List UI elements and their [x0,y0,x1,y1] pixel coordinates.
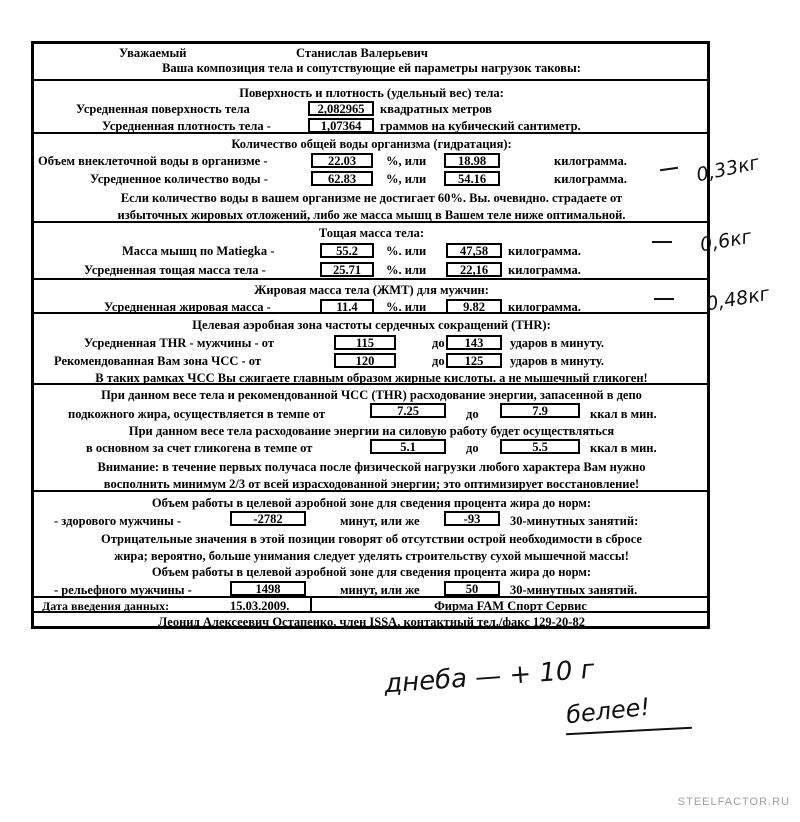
handwritten-note-line-1: днеба — + 10 г [383,654,596,700]
healthy-sessions: -93 [444,511,500,526]
fat-kg: 9.82 [446,299,502,314]
total-water-unit: килограмма. [554,172,627,186]
lean-or: %. или [386,263,427,277]
section-energy [34,383,707,491]
area-unit: квадратных метров [380,102,492,116]
greeting: Уважаемый [119,46,187,60]
fat-unit: килограмма. [508,300,581,314]
section-lean [34,221,707,277]
body-composition-form [31,41,710,629]
extracell-or: %, или [386,154,427,168]
fat-title: Жировая масса тела (ЖМТ) для мужчин: [254,283,489,297]
lean-kg: 22,16 [446,262,502,277]
lean-pct: 25.71 [320,262,374,277]
watermark: STEELFACTOR.RU [677,796,790,808]
thr-avg-to: 143 [446,335,502,350]
work-title-1: Объем работы в целевой аэробной зоне для сведения процента жира до норм: [151,496,592,510]
fat-or: %. или [386,300,427,314]
fat-burn-from: 7.25 [370,403,446,418]
thr-avg-from: 115 [334,335,396,350]
muscle-or: %. или [386,244,427,258]
handwritten-water-kg: 0,33кг [694,151,762,187]
negative-note-1: Отрицательные значения в этой позиции говорят об отсутствии острой необходимости в сбросе [101,532,642,546]
thr-rec-from: 120 [334,353,396,368]
fat-burn-to-word: до [466,407,479,421]
glycogen-from: 5.1 [370,439,446,454]
extracell-label: Объем внеклеточной воды в организме - [38,154,268,168]
section-thr [34,312,707,385]
energy-line-4: в основном за счет гликогена в темпе от [86,441,313,455]
extracell-unit: килограмма. [554,154,627,168]
energy-line-2: подкожного жира, осуществляется в темпе от [68,407,326,421]
density-value: 1,07364 [308,118,374,133]
date-label: Дата введения данных: [42,599,170,613]
margin-dash-2 [652,241,672,243]
intro-text: Ваша композиция тела и сопутствующие ей параметры нагрузок таковы: [162,61,581,75]
density-label: Усредненная плотность тела - [102,119,271,133]
muscle-kg: 47,58 [446,243,502,258]
surface-title: Поверхность и плотность (удельный вес) тела: [239,86,504,100]
relief-sessions: 50 [444,581,500,596]
section-water [34,132,707,222]
area-value: 2,082965 [308,101,374,116]
lean-title: Тощая масса тела: [318,226,425,240]
lean-unit: килограмма. [508,263,581,277]
density-unit: граммов на кубический сантиметр. [380,119,581,133]
relief-sessions-unit: 30-минутных занятий. [510,583,638,597]
work-title-2: Объем работы в целевой аэробной зоне для сведения процента жира до норм: [151,565,592,579]
thr-avg-label: Усредненная THR - мужчины - от [84,336,275,350]
section-work [34,490,707,597]
glycogen-to-word: до [466,441,479,455]
healthy-minutes: -2782 [230,511,306,526]
glycogen-to: 5.5 [500,439,580,454]
total-water-label: Усредненное количество воды - [90,172,268,186]
lean-label: Усредненная тощая масса тела - [84,263,266,277]
relief-label: - рельефного мужчины - [54,583,192,597]
handwritten-note-line-2: белее! [564,692,652,730]
total-water-or: %, или [386,172,427,186]
healthy-min-or: минут, или же [340,514,420,528]
glycogen-unit: ккал в мин. [590,441,657,455]
relief-minutes: 1498 [230,581,306,596]
muscle-unit: килограмма. [508,244,581,258]
firm-name: Фирма FAM Спорт Сервис [434,599,587,613]
fat-burn-unit: ккал в мин. [590,407,657,421]
fat-pct: 11.4 [320,299,374,314]
water-note-2: избыточных жировых отложений, либо же масса мышц в Вашем теле ниже оптимальной. [117,208,626,222]
thr-title: Целевая аэробная зона частоты сердечных сокращений (THR): [192,318,551,332]
healthy-sessions-unit: 30-минутных занятий: [510,514,639,528]
total-water-kg: 54.16 [444,171,500,186]
extracell-pct: 22.03 [311,153,373,168]
thr-rec-unit: ударов в минуту. [510,354,604,368]
energy-line-1: При данном весе тела и рекомендованной ЧСС (THR) расходование энергии, запасенной в депо [101,388,642,402]
thr-rec-to-word: до [432,354,445,368]
footer-contact-row [34,611,707,629]
thr-rec-to: 125 [446,353,502,368]
water-title: Количество общей воды организма (гидратация): [231,137,512,151]
muscle-label: Масса мышц по Matiegka - [122,244,275,258]
date-value: 15.03.2009. [230,599,290,613]
energy-warning-1: Внимание: в течение первых получаса после физической нагрузки любого характера Вам нужно [97,460,646,474]
water-note-1: Если количество воды в вашем организме не достигает 60%. Вы. очевидно. страдаете от [120,191,623,205]
section-fat [34,278,707,314]
extracell-kg: 18.98 [444,153,500,168]
healthy-label: - здорового мужчины - [54,514,182,528]
handwritten-underline [566,727,692,736]
handwritten-muscle-kg: 0,6кг [698,225,754,257]
energy-warning-2: восполнить минимум 2/3 от всей израсходованной энергии; это оптимизирует восстановление! [103,477,640,491]
thr-rec-label: Рекомендованная Вам зона ЧСС - от [54,354,262,368]
total-water-pct: 62.83 [311,171,373,186]
contact-line: Леонид Алексеевич Остапенко, член ISSA, контактный тел./факс 129-20-82 [158,615,585,629]
thr-note: В таких рамках ЧСС Вы сжигаете главным образом жирные кислоты. а не мышечный гликоген! [95,371,648,385]
negative-note-2: жира; вероятно, больше унимания следует уделять строительству сухой мышечной массы! [114,549,629,563]
energy-line-3: При данном весе тела расходование энергии на силовую работу будет осуществляться [128,424,615,438]
area-label: Усредненная поверхность тела [76,102,250,116]
muscle-pct: 55.2 [320,243,374,258]
fat-label: Усредненная жировая масса - [104,300,271,314]
margin-dash-3 [654,298,674,300]
handwritten-fat-kg: 0,48кг [704,282,772,316]
relief-min-or: минут, или же [340,583,420,597]
fat-burn-to: 7.9 [500,403,580,418]
thr-avg-unit: ударов в минуту. [510,336,604,350]
client-name: Станислав Валерьевич [296,46,428,60]
section-surface [34,79,707,133]
thr-avg-to-word: до [432,336,445,350]
